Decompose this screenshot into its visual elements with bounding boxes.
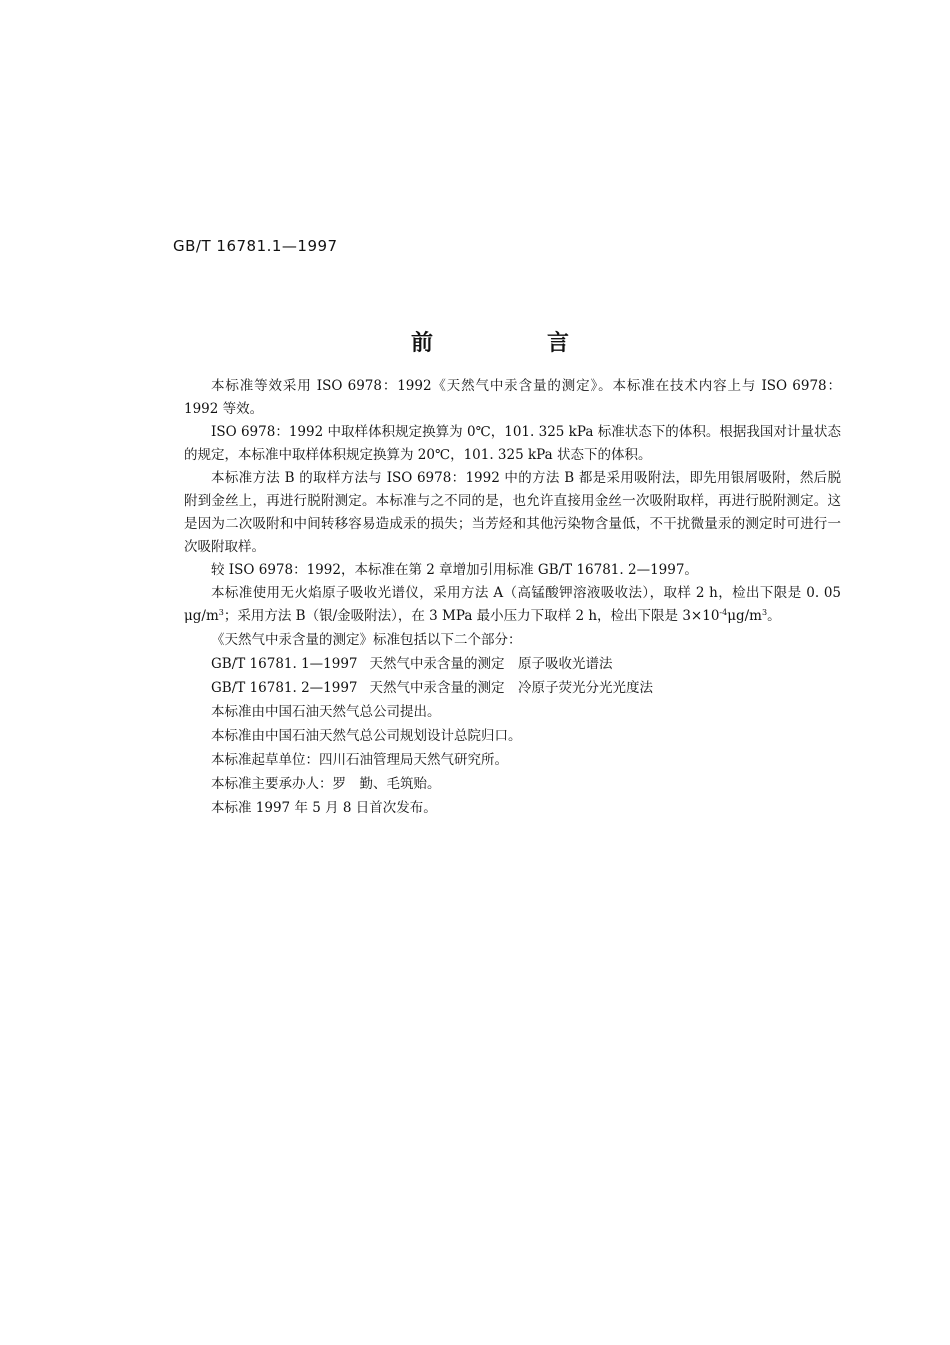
paragraph-release-date: 本标准 1997 年 5 月 8 日首次发布。 bbox=[211, 800, 437, 816]
paragraph-detection-limits bbox=[184, 582, 841, 628]
detection-text-a: 本标准使用无火焰原子吸收光谱仪，采用方法 A（高锰酸钾溶液吸收法），取样 2 h，检出下限是 0. 05 μg/m bbox=[184, 585, 841, 624]
paragraph-reference-added: 较 ISO 6978：1992，本标准在第 2 章增加引用标准 GB/T 16781. 2—1997。 bbox=[211, 562, 698, 578]
paragraph-centralized: 本标准由中国石油天然气总公司规划设计总院归口。 bbox=[211, 728, 522, 744]
part-code: GB/T 16781. 2—1997 bbox=[211, 680, 358, 696]
detection-text-c: μg/m bbox=[727, 608, 762, 624]
part-name: 天然气中汞含量的测定 原子吸收光谱法 bbox=[369, 656, 613, 672]
paragraph-drafters: 本标准主要承办人：罗 勤、毛筑贻。 bbox=[211, 776, 441, 792]
paragraph-parts-intro: 《天然气中汞含量的测定》标准包括以下二个部分： bbox=[211, 632, 522, 648]
part-name: 天然气中汞含量的测定 冷原子荧光分光光度法 bbox=[369, 680, 654, 696]
part-item bbox=[184, 677, 841, 700]
paragraph-proposer: 本标准由中国石油天然气总公司提出。 bbox=[211, 704, 441, 720]
detection-text-b: ；采用方法 B（银/金吸附法），在 3 MPa 最小压力下取样 2 h，检出下限是 3×10 bbox=[223, 608, 720, 624]
standard-code-header: GB/T 16781.1—1997 bbox=[173, 237, 338, 255]
paragraph-drafting-unit: 本标准起草单位：四川石油管理局天然气研究所。 bbox=[211, 752, 508, 768]
page-title: 前 言 bbox=[410, 331, 615, 356]
superscript-1: 3 bbox=[218, 608, 224, 617]
detection-text-d: 。 bbox=[767, 608, 781, 624]
superscript-3: 3 bbox=[761, 608, 768, 617]
foreword-body bbox=[184, 375, 841, 820]
part-code: GB/T 16781. 1—1997 bbox=[211, 656, 358, 672]
paragraph-method-b: 本标准方法 B 的取样方法与 ISO 6978：1992 中的方法 B 都是采用吸附法，即先用银屑吸附，然后脱附到金丝上，再进行脱附测定。本标准与之不同的是，也允许直接用金丝一次吸附取样，再进行脱附测定。这是因为二次吸附和中间转移容易造成汞的损失；当芳烃和其他污染物含量低，不干扰微量汞的测定时可进行一次吸附取样。 bbox=[184, 470, 841, 555]
part-item bbox=[184, 653, 841, 676]
superscript-2: -4 bbox=[719, 608, 728, 617]
paragraph-volume-conversion: ISO 6978：1992 中取样体积规定换算为 0℃，101. 325 kPa 标准状态下的体积。根据我国对计量状态的规定，本标准中取样体积规定换算为 20℃，101. 325 kPa 状态下的体积。 bbox=[184, 424, 841, 463]
paragraph-equivalence: 本标准等效采用 ISO 6978：1992《天然气中汞含量的测定》。本标准在技术内容上与 ISO 6978：1992 等效。 bbox=[184, 378, 841, 417]
